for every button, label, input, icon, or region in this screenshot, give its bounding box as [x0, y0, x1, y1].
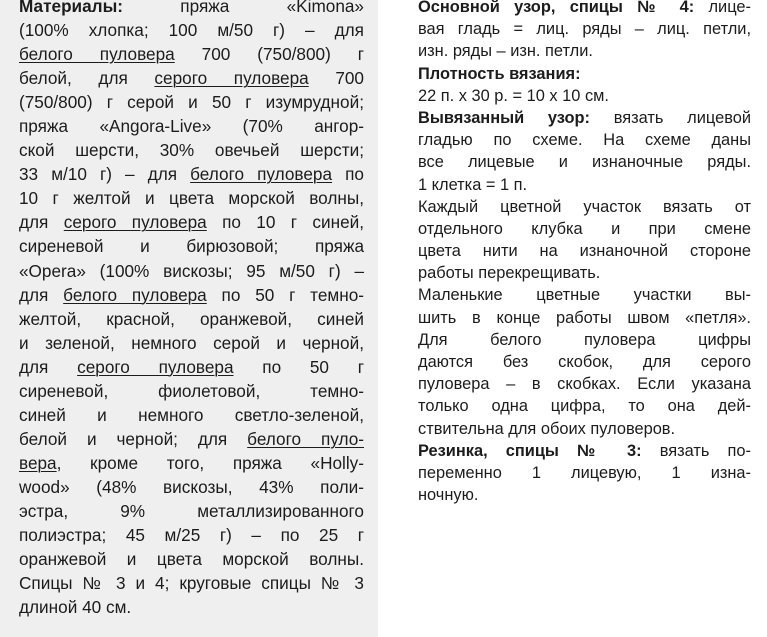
text-line: (750/800) г серой и 50 г изумрудной; — [19, 92, 364, 113]
knitted-pattern-heading: Вывязанный узор: — [418, 108, 591, 127]
text-line: ночную. — [418, 486, 479, 505]
text-line: пряжа «Angora-Live» (70% ангор- — [19, 116, 364, 137]
text-line: отдельного клубка и при смене — [418, 219, 751, 238]
materials-heading: Материалы: — [19, 0, 124, 16]
materials-column — [0, 0, 378, 637]
gray-pullover-ref: серого пуловера — [77, 356, 234, 377]
text-line: изн. ряды – изн. петли. — [418, 42, 593, 61]
text-line: цвета нити на изнаночной стороне — [418, 242, 751, 261]
ribbing-heading: Резинка, спицы № 3: — [418, 441, 642, 460]
gauge-heading: Плотность вязания: — [418, 64, 581, 83]
text-line: 1 клетка = 1 п. — [418, 175, 528, 194]
text-line: все лицевые и изнаночные ряды. — [418, 153, 751, 172]
main-pattern-heading: Основной узор, спицы № 4: — [418, 0, 695, 16]
text-line: белой и черной; для белого пуло- — [19, 428, 364, 449]
text-line: вая гладь = лиц. ряды – лиц. петли, — [418, 20, 751, 39]
white-pullover-ref: белого пуло- — [247, 428, 364, 449]
text-line: для белого пуловера по 50 г темно- — [19, 284, 364, 305]
text-line: шить в конце работы швом «петля». — [418, 308, 751, 327]
text-line: желтой, красной, оранжевой, синей — [19, 308, 364, 329]
instructions-column — [410, 0, 755, 637]
text-line: гладью по схеме. На схеме даны — [418, 131, 751, 150]
text-line: сиреневой, фиолетовой, темно- — [19, 380, 364, 401]
text-line: даются без скобок, для серого — [418, 353, 751, 371]
text-line: 10 г желтой и цвета морской волны, — [19, 188, 364, 209]
text-line: переменно 1 лицевую, 1 изна- — [418, 463, 751, 482]
white-pullover-ref: белого пуловера — [63, 284, 207, 305]
text-line: белого пуловера 700 (750/800) г — [19, 44, 364, 65]
text-line: сиреневой и бирюзовой; пряжа — [19, 236, 364, 257]
text-line: (100% хлопка; 100 м/50 г) – для — [19, 20, 364, 41]
text-line: ской шерсти, 30% овечьей шерсти; — [19, 140, 364, 161]
text-line: ствительна для обоих пуловеров. — [418, 419, 676, 438]
text-line: вера, кроме того, пряжа «Holly- — [19, 452, 364, 473]
text-line: wood» (48% вискозы, 43% поли- — [19, 476, 364, 497]
text-line: и зеленой, немного серой и черной, — [19, 332, 364, 353]
text-line: 22 п. x 30 р. = 10 x 10 см. — [418, 86, 609, 105]
text-line: Маленькие цветные участки вы- — [418, 286, 751, 305]
white-pullover-ref: вера — [19, 452, 57, 473]
text-line: полиэстра; 45 м/25 г) – по 25 г — [19, 525, 364, 546]
text-line: для серого пуловера по 10 г синей, — [19, 212, 365, 233]
text-line: для серого пуловера по 50 г — [19, 356, 365, 377]
text-line: пуловера – в скобках. Если указана — [418, 375, 751, 394]
text-line: синей и немного светло-зеленой, — [19, 404, 364, 425]
text-line: Резинка, спицы № 3: вязать по- — [418, 441, 751, 460]
text-line: Вывязанный узор: вязать лицевой — [418, 108, 751, 127]
white-pullover-ref: белого пуловера — [190, 164, 333, 185]
text-line: оранжевой и цвета морской волны. — [19, 549, 364, 570]
text-line: Материалы: пряжа «Kimona» — [19, 0, 364, 18]
gray-pullover-ref: серого пуловера — [63, 212, 207, 233]
text-line: Каждый цветной участок вязать от — [418, 197, 751, 216]
text-line: работы перекрещивать. — [418, 264, 601, 283]
gray-pullover-ref: серого пуловера — [154, 68, 309, 89]
text-line: только одна цифра, то она дей- — [418, 397, 751, 416]
text-line: длиной 40 см. — [19, 597, 132, 618]
text-line: Для белого пуловера цифры — [418, 330, 751, 349]
text-line: «Opera» (100% вискозы; 95 м/50 г) – — [19, 260, 364, 281]
text-line: белой, для серого пуловера 700 — [19, 68, 364, 89]
text-line: эстра, 9% металлизированного — [19, 500, 364, 521]
text-line: Спицы № 3 и 4; круговые спицы № 3 — [19, 573, 364, 594]
text-line: Основной узор, спицы № 4: лице- — [418, 0, 751, 16]
white-pullover-ref: белого пуловера — [19, 44, 175, 65]
text-line: 33 м/10 г) – для белого пуловера по — [19, 164, 364, 185]
